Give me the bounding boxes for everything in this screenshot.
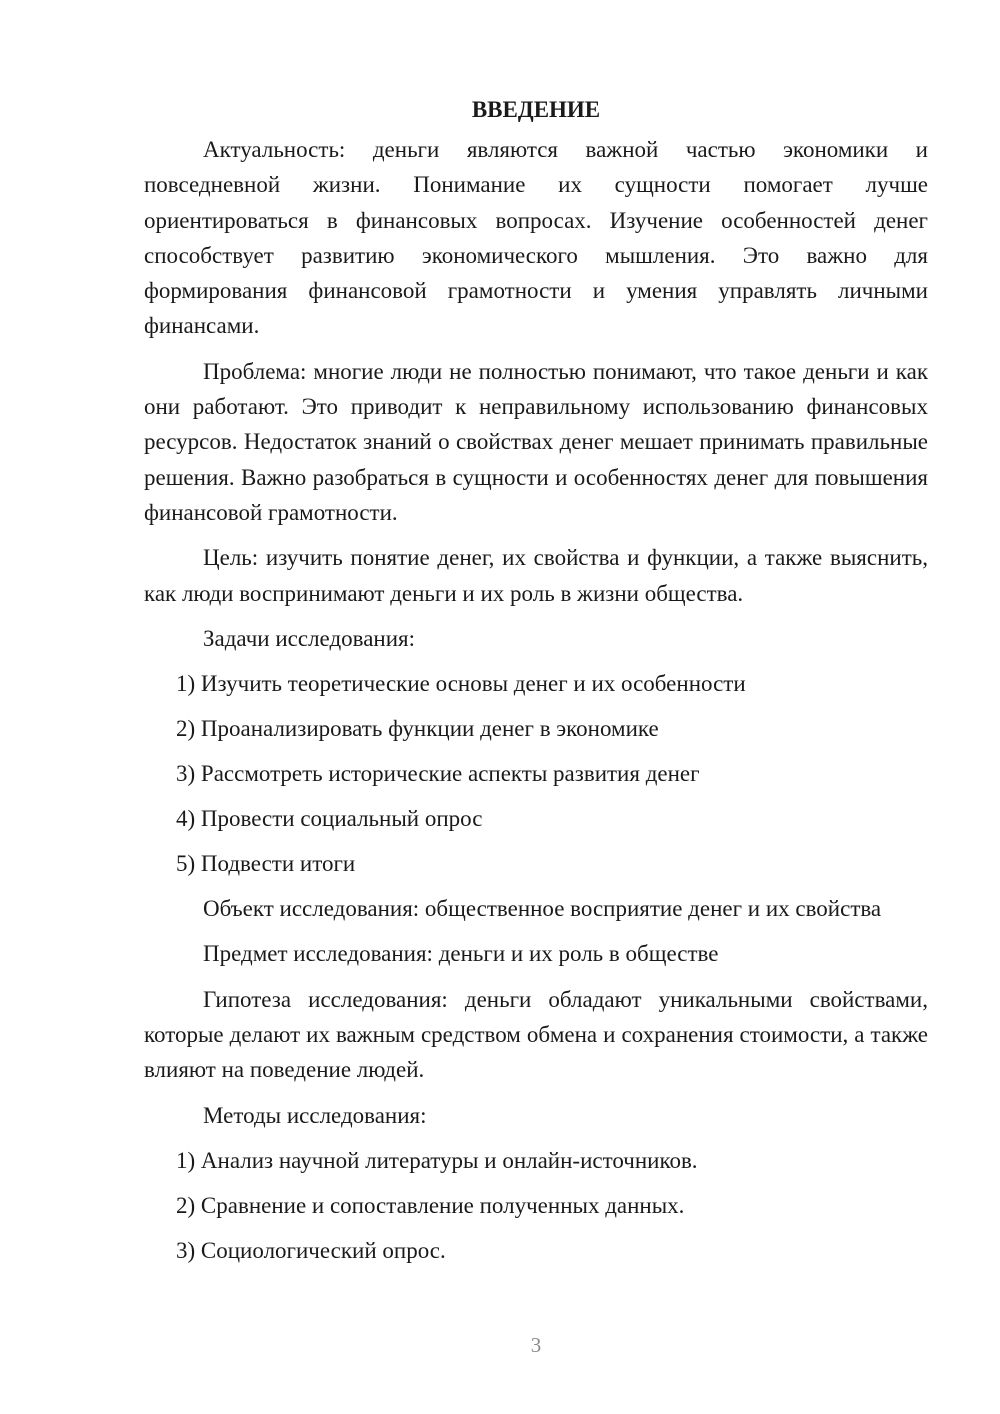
method-item: 1) Анализ научной литературы и онлайн-источников. [176,1147,698,1173]
problem-paragraph: Проблема: многие люди не полностью понимают, что такое деньги и как они работают. Это приводит к неправильному использованию финансовых ресурсов. Недостаток знаний о свойствах денег мешает принимать правильные решения. Важно разобраться в сущности и особенностях денег для повышения финансовой грамотности. [144,358,928,525]
hypothesis-paragraph: Гипотеза исследования: деньги обладают уникальными свойствами, которые делают их важным средством обмена и сохранения стоимости, а также влияют на поведение людей. [144,986,928,1083]
methods-list [144,1143,928,1268]
methods-title: Методы исследования: [203,1102,427,1128]
task-item: 4) Провести социальный опрос [176,806,483,832]
method-item: 3) Социологический опрос. [176,1237,446,1263]
section-heading: ВВЕДЕНИЕ [471,97,601,122]
tasks-list [144,666,928,881]
tasks-title: Задачи исследования: [203,625,416,651]
object-paragraph: Объект исследования: общественное восприятие денег и их свойства [203,896,882,922]
relevance-paragraph: Актуальность: деньги являются важной частью экономики и повседневной жизни. Понимание их сущности помогает лучше ориентироваться в финансовых вопросах. Изучение особенностей денег способствует развитию экономического мышления. Это важно для формирования финансовой грамотности и умения управлять личными финансами. [144,137,928,339]
subject-paragraph: Предмет исследования: деньги и их роль в обществе [203,941,719,967]
goal-paragraph: Цель: изучить понятие денег, их свойства и функции, а также выяснить, как люди воспринимают деньги и их роль в жизни общества. [144,545,928,606]
task-item: 3) Рассмотреть исторические аспекты развития денег [176,761,700,787]
task-item: 2) Проанализировать функции денег в экономике [176,716,659,742]
task-item: 5) Подвести итоги [176,851,356,877]
document-page [144,92,928,1278]
method-item: 2) Сравнение и сопоставление полученных данных. [176,1192,685,1218]
task-item: 1) Изучить теоретические основы денег и их особенности [176,671,746,697]
page-number: 3 [530,1333,542,1357]
